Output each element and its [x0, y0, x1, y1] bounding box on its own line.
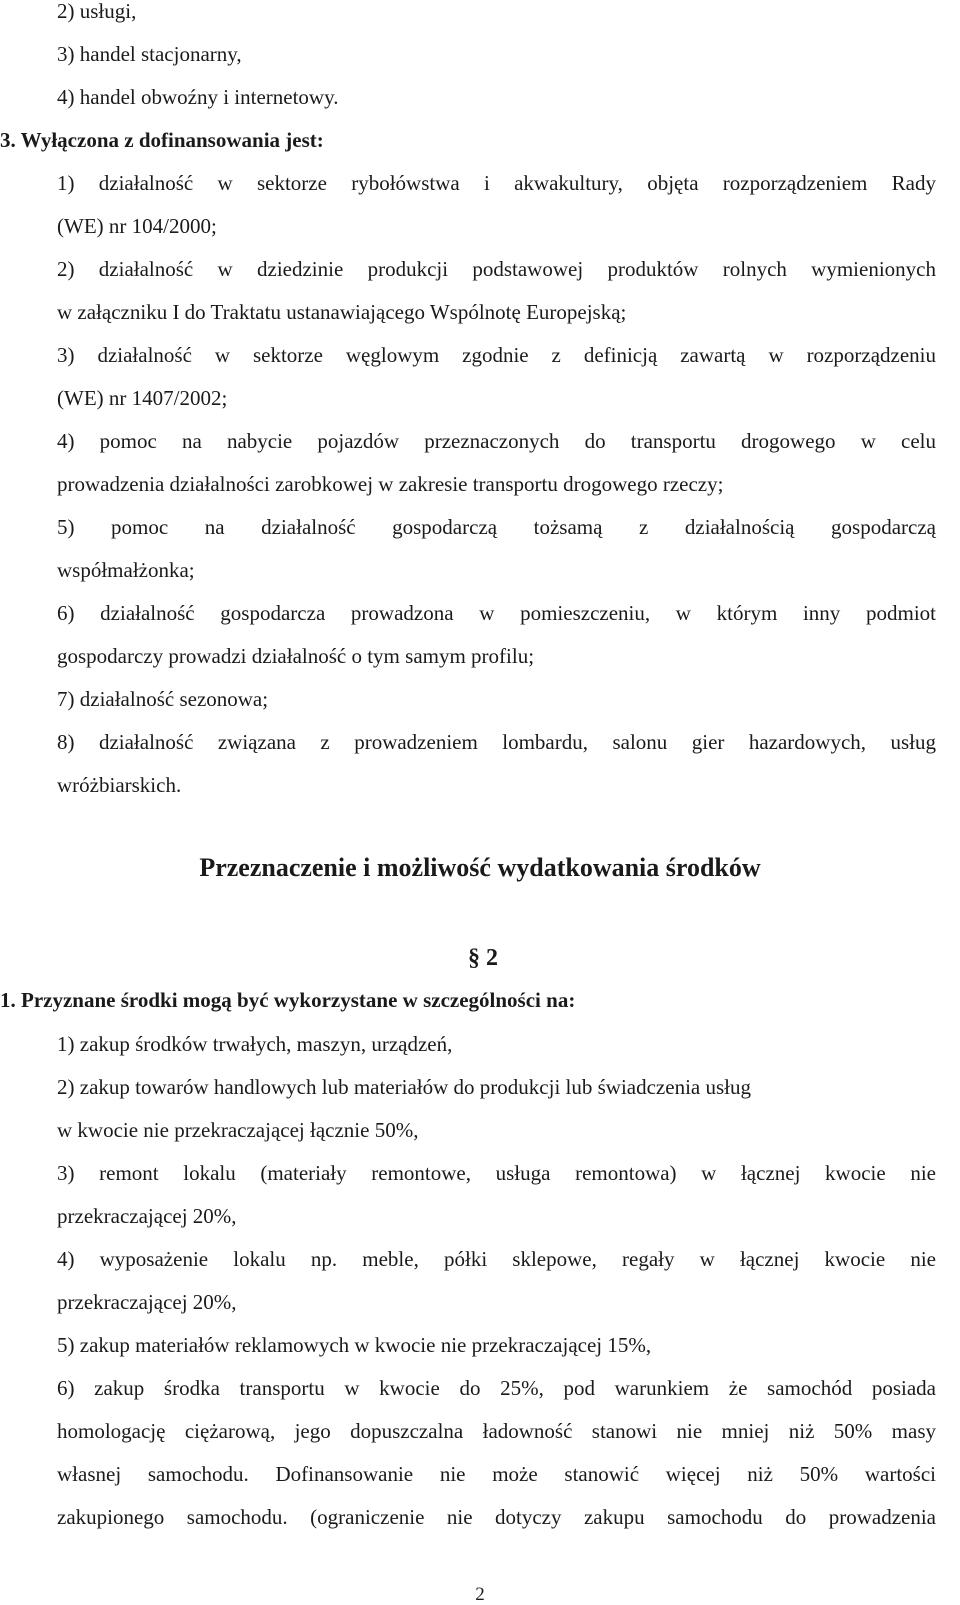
paragraph-mark: § 2: [468, 945, 498, 971]
list-item: 4) pomoc na nabycie pojazdów przeznaczonych do transportu drogowego w celu: [57, 429, 936, 453]
section-title: Przeznaczenie i możliwość wydatkowania środków: [199, 853, 761, 882]
list-item: 2) działalność w dziedzinie produkcji podstawowej produktów rolnych wymienionych: [57, 257, 936, 281]
list-item: przekraczającej 20%,: [57, 1290, 237, 1314]
page-number: 2: [475, 1584, 485, 1605]
list-item: 6) działalność gospodarcza prowadzona w pomieszczeniu, w którym inny podmiot: [57, 601, 936, 625]
list-item: gospodarczy prowadzi działalność o tym samym profilu;: [57, 644, 535, 668]
list-item: 2) zakup towarów handlowych lub materiałów do produkcji lub świadczenia usług: [57, 1075, 751, 1099]
list-item: 8) działalność związana z prowadzeniem lombardu, salonu gier hazardowych, usług: [57, 730, 936, 754]
list-item: 3) działalność w sektorze węglowym zgodnie z definicją zawartą w rozporządzeniu: [57, 343, 936, 367]
list-item: homologację ciężarową, jego dopuszczalna ładowność stanowi nie mniej niż 50% masy: [57, 1419, 936, 1443]
list-item: 3) handel stacjonarny,: [57, 42, 242, 66]
list-item: własnej samochodu. Dofinansowanie nie może stanowić więcej niż 50% wartości: [57, 1462, 936, 1486]
list-item: 1) działalność w sektorze rybołówstwa i akwakultury, objęta rozporządzeniem Rady: [57, 171, 936, 195]
list-item: 6) zakup środka transportu w kwocie do 25%, pod warunkiem że samochód posiada: [57, 1376, 936, 1400]
list-item: 4) handel obwoźny i internetowy.: [57, 85, 339, 109]
list-item: (WE) nr 1407/2002;: [57, 386, 228, 410]
list-item: 5) pomoc na działalność gospodarczą tożsamą z działalnością gospodarczą: [57, 515, 936, 539]
list-item: w załączniku I do Traktatu ustanawiającego Wspólnotę Europejską;: [57, 300, 627, 324]
list-item: 4) wyposażenie lokalu np. meble, półki sklepowe, regały w łącznej kwocie nie: [57, 1247, 936, 1271]
list-item: w kwocie nie przekraczającej łącznie 50%,: [57, 1118, 419, 1142]
list-item: zakupionego samochodu. (ograniczenie nie dotyczy zakupu samochodu do prowadzenia: [57, 1505, 936, 1529]
list-item: (WE) nr 104/2000;: [57, 214, 217, 238]
list-item: współmałżonka;: [57, 558, 195, 582]
list-item: wróżbiarskich.: [57, 773, 182, 797]
list-item: prowadzenia działalności zarobkowej w zakresie transportu drogowego rzeczy;: [57, 472, 724, 496]
list-item: 7) działalność sezonowa;: [57, 687, 269, 711]
list-item: przekraczającej 20%,: [57, 1204, 237, 1228]
section-heading: 3. Wyłączona z dofinansowania jest:: [0, 128, 324, 152]
section-heading: 1. Przyznane środki mogą być wykorzystane w szczególności na:: [0, 988, 576, 1012]
list-item: 2) usługi,: [57, 0, 137, 23]
list-item: 1) zakup środków trwałych, maszyn, urządzeń,: [57, 1032, 453, 1056]
list-item: 5) zakup materiałów reklamowych w kwocie nie przekraczającej 15%,: [57, 1333, 652, 1357]
list-item: 3) remont lokalu (materiały remontowe, usługa remontowa) w łącznej kwocie nie: [57, 1161, 936, 1185]
